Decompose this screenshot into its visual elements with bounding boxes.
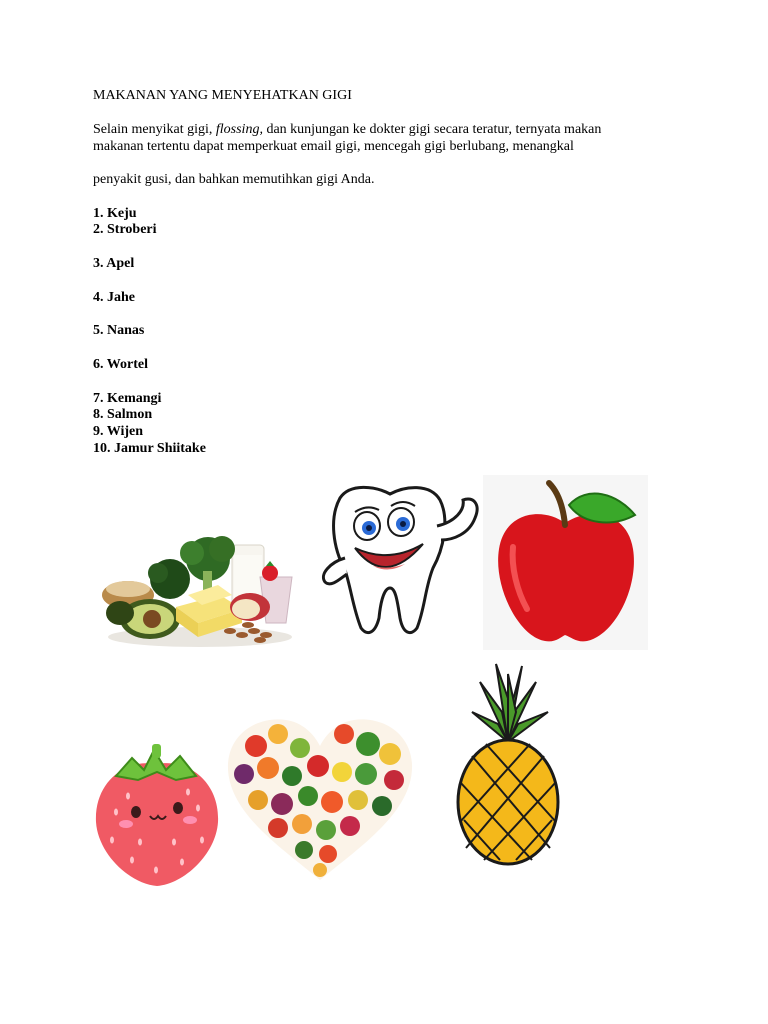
document-title: MAKANAN YANG MENYEHATKAN GIGI bbox=[93, 88, 352, 103]
flossing-term: flossing, bbox=[215, 122, 263, 137]
healthy-food-photo bbox=[100, 525, 296, 650]
intro-line-3: penyakit gusi, dan bahkan memutihkan gigi Anda. bbox=[93, 172, 375, 187]
list-item: 6. Wortel bbox=[93, 357, 148, 372]
pineapple-crown bbox=[472, 664, 548, 742]
intro-line-1 bbox=[93, 121, 601, 138]
list-item: 9. Wijen bbox=[93, 424, 144, 439]
intro-line-2: makanan tertentu dapat memperkuat email gigi, mencegah gigi berlubang, menangkal bbox=[93, 139, 574, 154]
list-item: 5. Nanas bbox=[93, 323, 145, 338]
smiling-tooth-cartoon bbox=[305, 478, 480, 638]
pineapple bbox=[420, 652, 596, 887]
vegetable-heart bbox=[222, 712, 418, 884]
list-item: 4. Jahe bbox=[93, 290, 135, 305]
list-item: 1. Keju bbox=[93, 206, 137, 221]
list-item: 3. Apel bbox=[93, 256, 135, 271]
cute-strawberry bbox=[92, 742, 222, 890]
intro-text: Selain menyikat gigi, bbox=[93, 122, 216, 137]
list-item: 7. Kemangi bbox=[93, 391, 162, 406]
red-apple bbox=[483, 475, 648, 650]
hip-arm bbox=[323, 558, 347, 584]
list-item: 8. Salmon bbox=[93, 407, 153, 422]
list-item: 10. Jamur Shiitake bbox=[93, 441, 206, 456]
list-item: 2. Stroberi bbox=[93, 222, 157, 237]
intro-text: dan kunjungan ke dokter gigi secara teratur, ternyata makan bbox=[262, 122, 602, 137]
